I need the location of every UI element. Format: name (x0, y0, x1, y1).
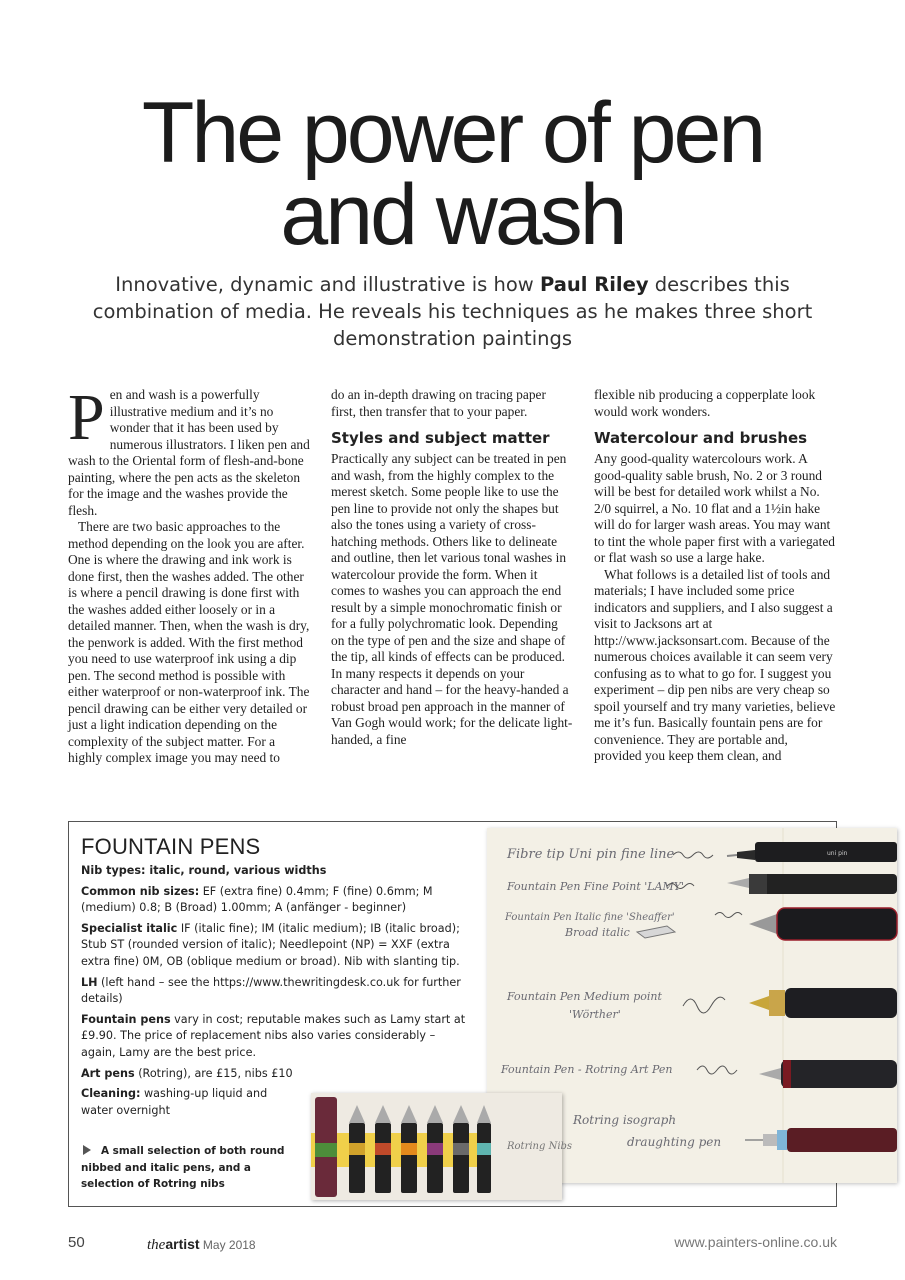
label-sheaffer: Fountain Pen Italic fine 'Sheaffer' (505, 912, 675, 923)
body-column-3 (594, 387, 837, 765)
label-draughting-pen: draughting pen (627, 1135, 722, 1149)
website-link[interactable]: www.painters-online.co.uk (674, 1234, 837, 1250)
label-isograph: Rotring isograph (573, 1113, 677, 1127)
paragraph: Any good-quality watercolours work. A good-quality sable brush, No. 2 or 3 round will be best for detailed work whilst a No. 2/0 squirrel, a No. 10 flat and a 1½in hake will do for larger wash areas. You may want to tint the whole paper first with a variegated or flat wash so use a large hake. (594, 451, 835, 565)
label-medium-point: Fountain Pen Medium point (507, 990, 662, 1003)
paragraph: What follows is a detailed list of tools and materials; I have included some price indicators and suppliers, and I also suggest a visit to Jacksons art at http://www.jacksonsart.com. Because of the numerous choices available it can seem very confusing as to what to go for. I suggest you experiment – dip pen nibs are very cheap so spoil yourself and try many varieties, believe me it’s fun. Basically fountain pens are for convenience. They are portable and, provided you keep them clean, and (594, 566, 836, 763)
caption-triangle-icon (83, 1145, 91, 1155)
cleaning: Cleaning: washing-up liquid and water overnight (81, 1087, 268, 1117)
page-number: 50 (68, 1234, 85, 1251)
label-art-pen: Fountain Pen - Rotring Art Pen (501, 1063, 673, 1076)
specialist-italic: Specialist italic IF (italic fine); IM (italic medium); IB (italic broad); Stub ST (rounded version of italic); Needlepoint (NP) = XXF (extra extra fine) 0M, OB (oblique medium or broad). Nib with slanting tip. (81, 921, 460, 968)
subheading-watercolour: Watercolour and brushes (594, 429, 808, 447)
paragraph: There are two basic approaches to the method depending on the look you are after. One is where the drawing and ink work is done first, then the washes added. The other is where a pencil drawing is done first with the washes added either loosely or in a detailed manner. Then, when the wash is dry, the penwork is added. With the first method you need to use waterproof ink using a dip pen. The second method is possible with either waterproof or non-waterproof ink. The pencil drawing can be either very detailed or just a light indication depending on the complexity of the subject matter. For a highly complex image you may need to (68, 519, 310, 765)
label-fibre-tip: Fibre tip Uni pin fine line (507, 847, 675, 862)
subheading-styles: Styles and subject matter (331, 429, 550, 447)
paragraph: do an in-depth drawing on tracing paper first, then transfer that to your paper. (331, 387, 546, 419)
issue-date: May 2018 (202, 1238, 256, 1252)
title-line-2: and wash (280, 167, 625, 263)
box-title: FOUNTAIN PENS (81, 834, 261, 859)
author-name: Paul Riley (539, 273, 649, 296)
body-column-1 (68, 381, 311, 767)
standfirst: Innovative, dynamic and illustrative is how Paul Riley describes this combination of media. He reveals his techniques as he makes three short demonstration paintings (92, 273, 813, 350)
pen-brand-label: uni pin (827, 850, 848, 857)
left-hand: LH (left hand – see the https://www.thewritingdesk.co.uk for further details) (81, 975, 461, 1006)
photo-caption: A small selection of both round nibbed and italic pens, and a selection of Rotring nibs (81, 1145, 285, 1190)
art-pens: Art pens (Rotring), are £15, nibs £10 (81, 1066, 293, 1080)
drop-cap: P (68, 381, 105, 454)
paragraph: Pen and wash is a powerfully illustrative medium and it’s no wonder that it has been used by numerous illustrators. I liken pen and wash to the Oriental form of flesh-and-bone painting, where the pen acts as the skeleton for the image and the washes provide the flesh. (68, 381, 310, 518)
magazine-issue (147, 1236, 256, 1254)
paragraph: Practically any subject can be treated in pen and wash, from the highly complex to the merest sketch. Some people like to use the pen line to provide not only the shapes but also the tones using a variety of cross-hatching methods. Others like to delineate and outline, then let various tonal washes in watercolour provide the form. When it comes to washes you can approach the end result by a simple monochromatic finish or for a fully polychromatic look. Depending on the type of pen and the size and shape of the tip, all kinds of effects can be produced. In many respects it depends on your character and hand – for the heavy-handed a robust broad pen approach in the manner of Van Gogh would work; for the delicate light-handed, a fine (331, 451, 573, 747)
label-broad-italic: Broad italic (565, 926, 630, 939)
box-text (81, 863, 473, 1123)
pen-worther (749, 988, 897, 1018)
nib-types: Nib types: italic, round, various widths (81, 864, 327, 877)
label-lamy: Fountain Pen Fine Point 'LAMY' (507, 880, 685, 893)
nibs-photo (311, 1093, 573, 1200)
paragraph: flexible nib producing a copperplate look would work wonders. (594, 387, 816, 419)
label-worther: 'Wörther' (569, 1008, 621, 1021)
pen-lamy (727, 874, 897, 894)
nibs-label: Rotring Nibs (507, 1141, 573, 1152)
magazine-logo: theartist (147, 1236, 200, 1253)
nibs-illustration (311, 1093, 573, 1200)
common-nib-sizes: Common nib sizes: EF (extra fine) 0.4mm; F (fine) 0.6mm; M (medium) 0.8; B (Broad) 1.00mm; A (anfänger - beginner) (81, 884, 433, 915)
fountain-pens-cost: Fountain pens vary in cost; reputable makes such as Lamy start at £9.90. The price of replacement nibs also varies considerably – again, Lamy are the best price. (81, 1012, 466, 1059)
body-column-2 (331, 387, 574, 748)
article-title (0, 85, 905, 263)
title-line-1: The power of pen (141, 85, 764, 181)
